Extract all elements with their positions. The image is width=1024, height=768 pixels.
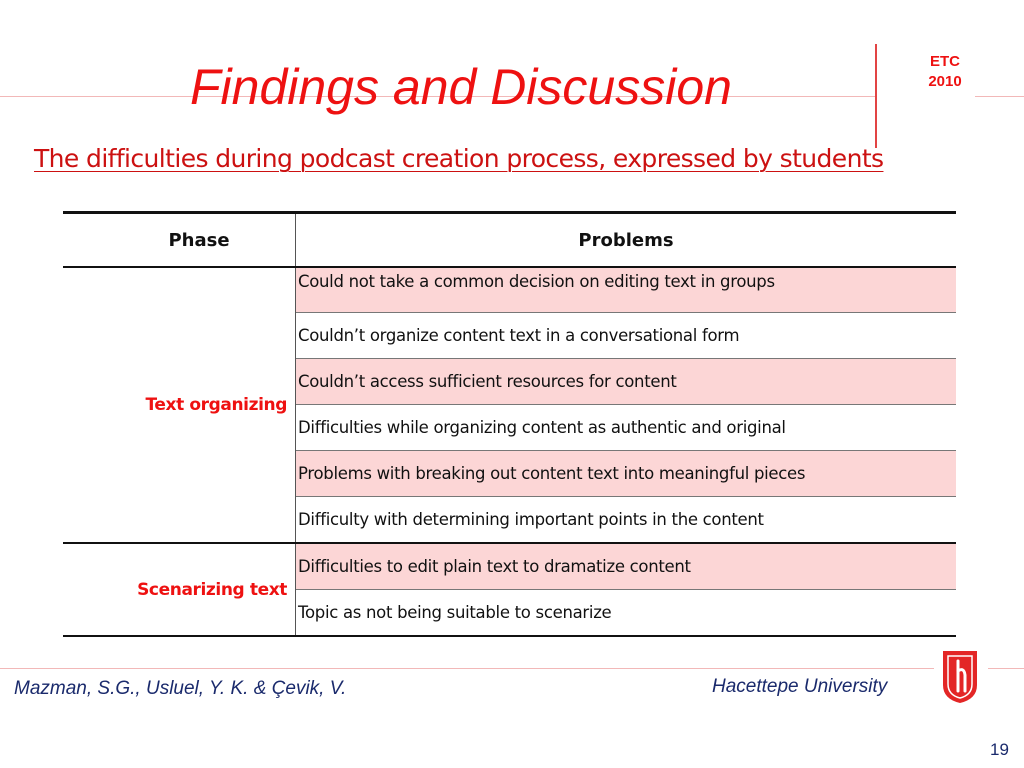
phase-text-organizing: Text organizing <box>63 267 296 543</box>
header-phase: Phase <box>63 213 296 268</box>
problems-table <box>63 211 956 637</box>
conference-badge <box>918 52 972 92</box>
slide-title: Findings and Discussion <box>190 59 732 115</box>
problem-cell: Difficulties while organizing content as authentic and original <box>296 405 957 451</box>
problem-cell: Topic as not being suitable to scenarize <box>296 590 957 637</box>
table-row <box>63 267 956 313</box>
page-number: 19 <box>990 740 1009 759</box>
university-logo-icon <box>940 647 980 705</box>
problem-cell: Difficulties to edit plain text to dramatize content <box>296 543 957 590</box>
footer-rule-left <box>0 668 934 669</box>
problem-cell: Problems with breaking out content text into meaningful pieces <box>296 451 957 497</box>
problem-cell: Could not take a common decision on editing text in groups <box>296 267 957 313</box>
problem-cell: Couldn’t access sufficient resources for content <box>296 359 957 405</box>
badge-line-2: 2010 <box>928 73 962 90</box>
phase-scenarizing-text: Scenarizing text <box>63 543 296 636</box>
header-problems: Problems <box>296 213 957 268</box>
header-vertical-rule <box>875 44 877 148</box>
table-header-row <box>63 213 956 268</box>
problem-cell: Difficulty with determining important points in the content <box>296 497 957 544</box>
footer-authors: Mazman, S.G., Usluel, Y. K. & Çevik, V. <box>14 678 347 699</box>
footer-rule-right <box>988 668 1024 669</box>
slide-subtitle: The difficulties during podcast creation process, expressed by students <box>34 144 884 173</box>
header-rule-right <box>975 96 1024 97</box>
problem-cell: Couldn’t organize content text in a conversational form <box>296 313 957 359</box>
table-row <box>63 543 956 590</box>
badge-line-1: ETC <box>930 53 960 70</box>
footer-institution: Hacettepe University <box>712 676 888 697</box>
